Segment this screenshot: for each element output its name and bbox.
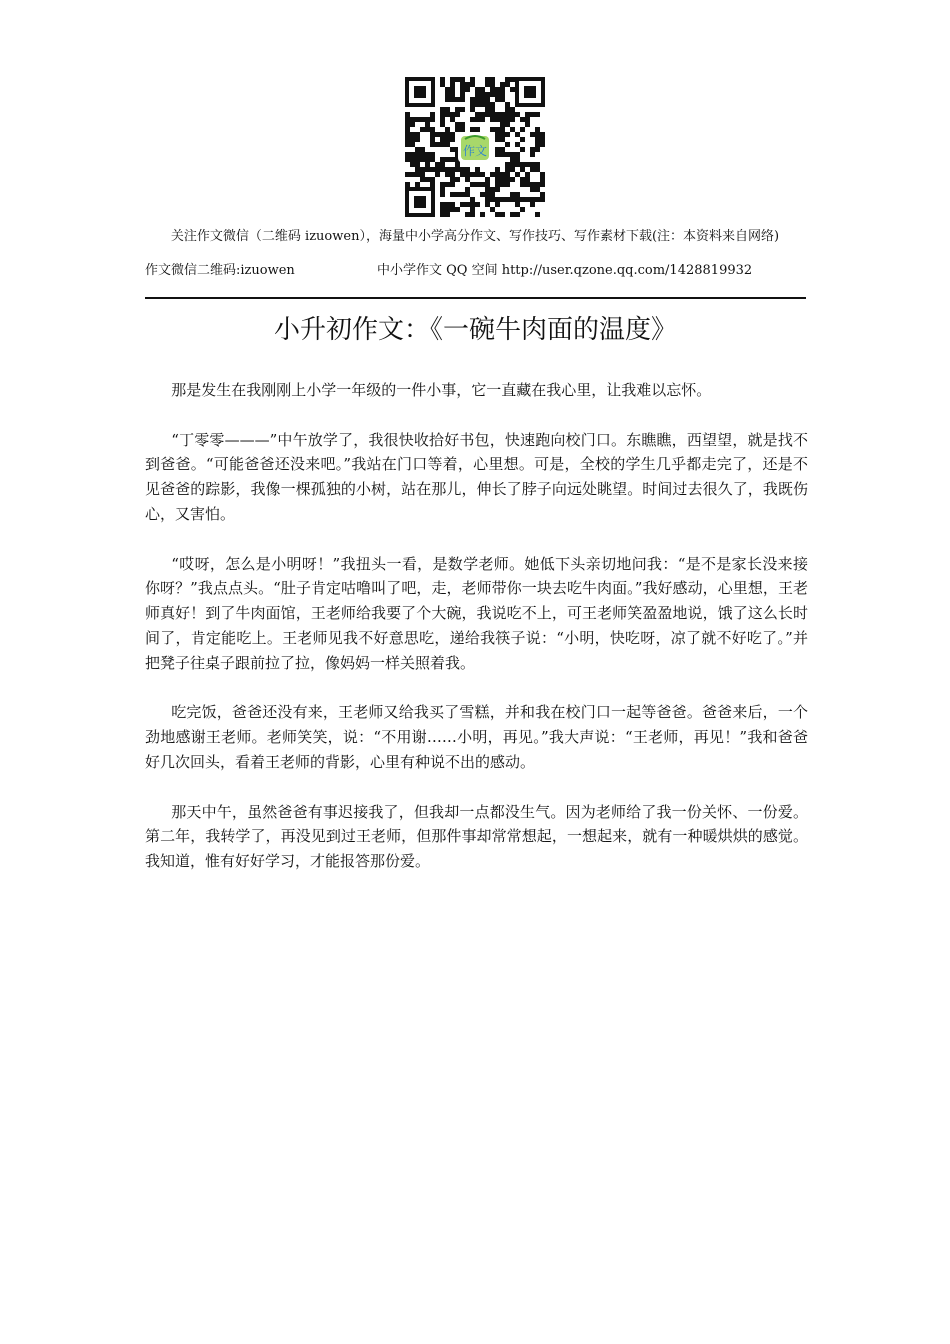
article-body (145, 378, 808, 899)
paragraph: “丁零零———”中午放学了，我很快收拾好书包，快速跑向校门口。东瞧瞧，西望望，就是找不到爸爸。“可能爸爸还没来吧。”我站在门口等着，心里想。可是，全校的学生几乎都走完了，还是不见爸爸的踪影，我像一棵孤独的小树，站在那儿，伸长了脖子向远处眺望。时间过去很久了，我既伤心，又害怕。 (145, 430, 808, 523)
zuowen-logo-icon (458, 133, 492, 163)
qq-space-link[interactable]: 中小学作文 QQ 空间 http://user.qzone.qq.com/1428819932 (377, 263, 753, 278)
paragraph: 那天中午，虽然爸爸有事迟接我了，但我却一点都没生气。因为老师给了我一份关怀、一份爱。第二年，我转学了，再没见到过王老师，但那件事却常常想起，一想起来，就有一种暖烘烘的感觉。我知道，惟有好好学习，才能报答那份爱。 (145, 802, 808, 871)
qr-logo-text: 作文 (462, 144, 488, 158)
article-title: 小升初作文：《一碗牛肉面的温度》 (273, 315, 677, 345)
qr-code (405, 77, 545, 217)
header-divider (145, 297, 806, 299)
follow-note: 关注作文微信（二维码 izuowen），海量中小学高分作文、写作技巧、写作素材下载(注：本资料来自网络) (170, 229, 780, 244)
qr-code-graphic (405, 77, 545, 217)
paragraph: “哎呀，怎么是小明呀！”我扭头一看，是数学老师。她低下头亲切地问我：“是不是家长没来接你呀？”我点点头。“肚子肯定咕噜叫了吧，走，老师带你一块去吃牛肉面。”我好感动，心里想，王老师真好！到了牛肉面馆，王老师给我要了个大碗，我说吃不上，可王老师笑盈盈地说，饿了这么长时间了，肯定能吃上。王老师见我不好意思吃，递给我筷子说：“小明，快吃呀，凉了就不好吃了。”并把凳子往桌子跟前拉了拉，像妈妈一样关照着我。 (145, 554, 808, 672)
wechat-id: 作文微信二维码:izuowen (145, 263, 295, 278)
paragraph: 那是发生在我刚刚上小学一年级的一件小事，它一直藏在我心里，让我难以忘怀。 (171, 381, 712, 399)
paragraph: 吃完饭，爸爸还没有来，王老师又给我买了雪糕，并和我在校门口一起等爸爸。爸爸来后，一个劲地感谢王老师。老师笑笑，说：“不用谢……小明，再见。”我大声说：“王老师，再见！”我和爸爸好几次回头，看着王老师的背影，心里有种说不出的感动。 (145, 703, 808, 771)
